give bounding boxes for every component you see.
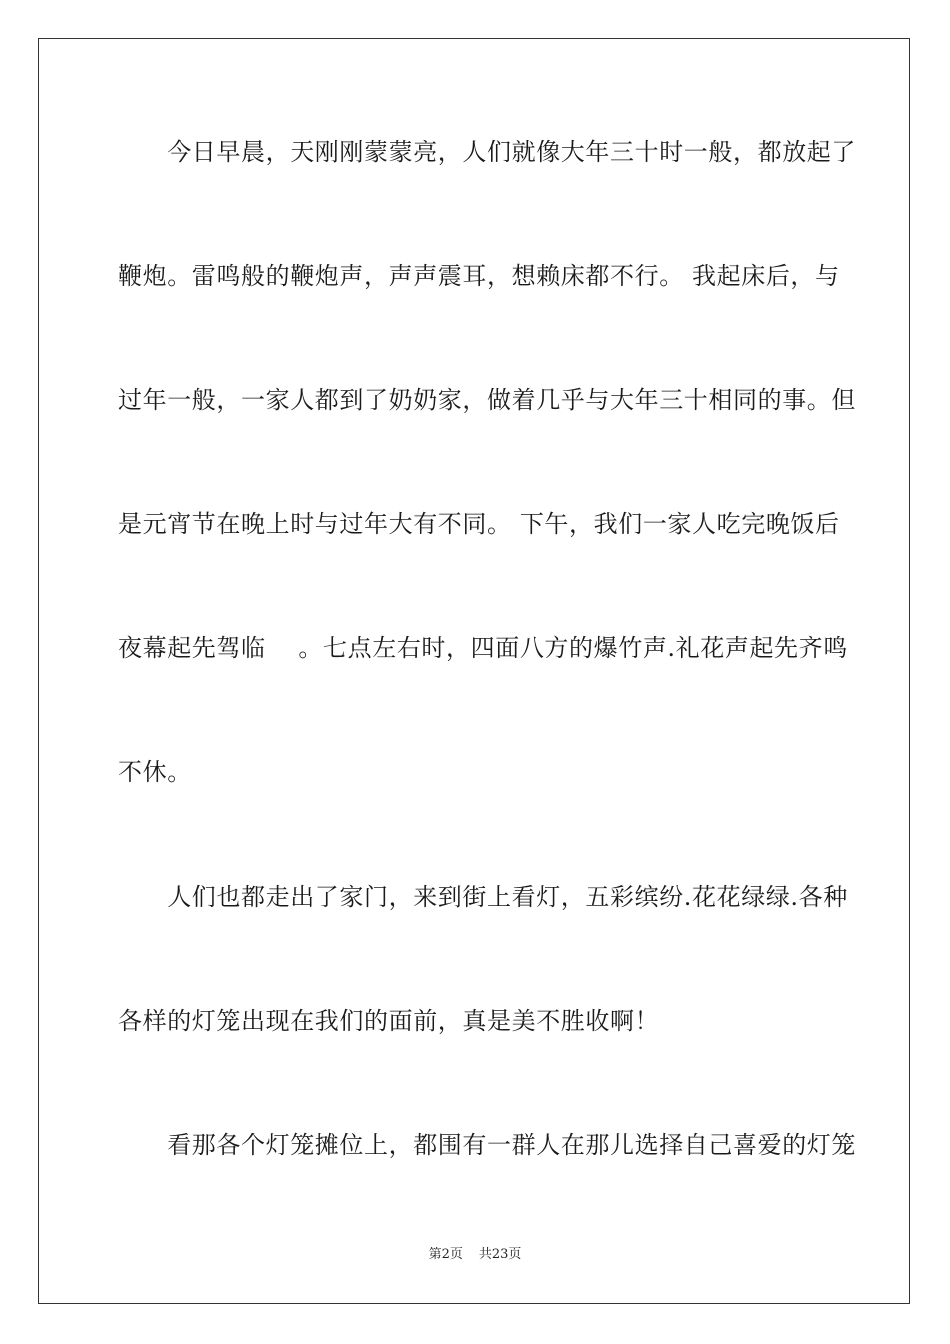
page-border [38,38,910,1304]
text-line-7: 人们也都走出了家门，来到街上看灯，五彩缤纷.花花绿绿.各种 [118,883,848,911]
text-line-3: 过年一般，一家人都到了奶奶家，做着几乎与大年三十相同的事。但 [118,386,856,414]
text-line-9: 看那各个灯笼摊位上，都围有一群人在那儿选择自己喜爱的灯笼 [118,1131,856,1159]
text-line-8: 各样的灯笼出现在我们的面前，真是美不胜收啊！ [118,1007,660,1035]
text-line-5: 夜幕起先驾临 。七点左右时，四面八方的爆竹声.礼花声起先齐鸣 [118,634,848,662]
text-line-4: 是元宵节在晚上时与过年大有不同。 下午，我们一家人吃完晚饭后 [118,510,840,538]
text-line-6: 不休。 [118,758,192,786]
current-page-label: 第2页 [428,1247,463,1262]
total-pages-label: 共23页 [478,1247,522,1262]
text-line-1: 今日早晨，天刚刚蒙蒙亮，人们就像大年三十时一般，都放起了 [118,138,856,166]
text-line-2: 鞭炮。雷鸣般的鞭炮声，声声震耳，想赖床都不行。 我起床后，与 [118,262,840,290]
page-footer [0,1246,950,1264]
